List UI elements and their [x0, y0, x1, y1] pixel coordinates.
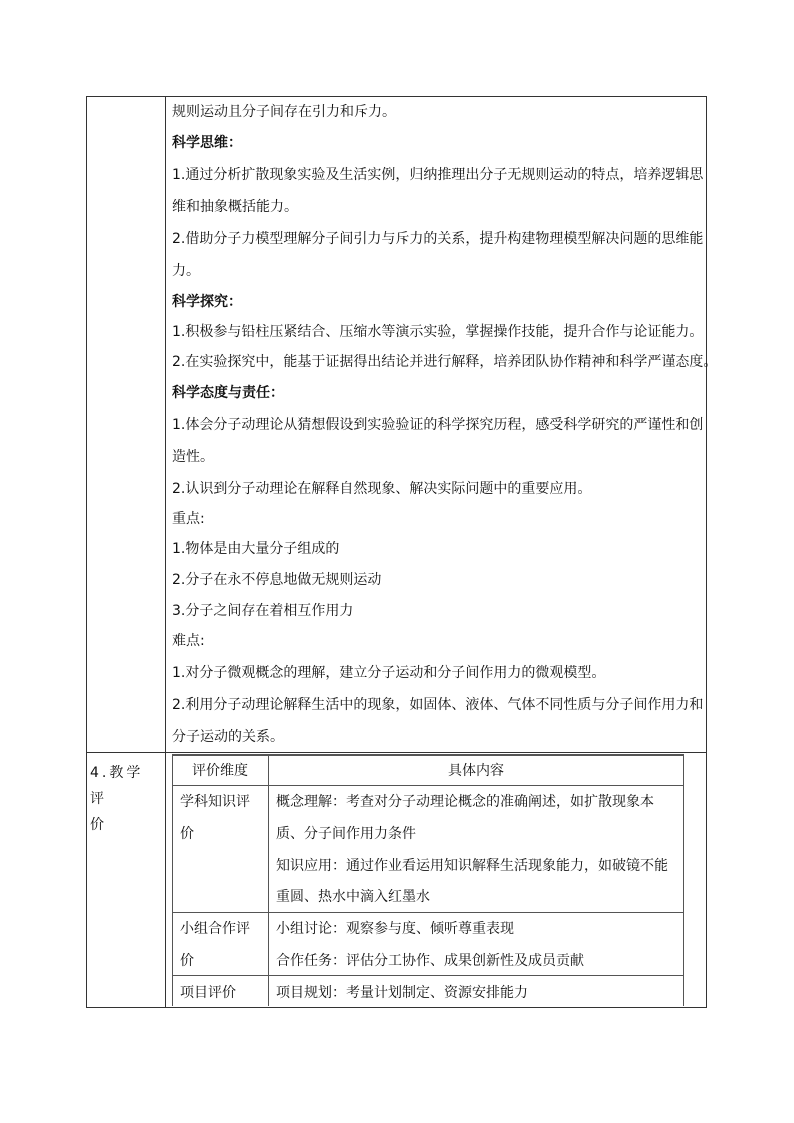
table-border [268, 754, 269, 1006]
text-line: 1.物体是由大量分子组成的 [172, 541, 340, 557]
table-border [172, 975, 684, 976]
row-dimension: 价 [180, 826, 194, 842]
key-points-heading: 重点: [172, 511, 205, 527]
column-divider [165, 96, 166, 1008]
section-heading-attitude: 科学态度与责任： [172, 385, 284, 401]
text-line: 2.分子在永不停息地做无规则运动 [172, 572, 382, 588]
teaching-evaluation-label [90, 760, 160, 838]
text-line: 分子运动的关系。 [172, 729, 284, 745]
table-border [172, 785, 684, 786]
text-line: 力。 [172, 263, 200, 279]
row-content-line: 项目规划：考量计划制定、资源安排能力 [276, 985, 528, 1001]
label-line: 4.教学评 [90, 765, 144, 807]
row-dimension: 价 [180, 953, 194, 969]
row-content-line: 质、分子间作用力条件 [276, 826, 416, 842]
section-heading-science-inquiry: 科学探究： [172, 294, 242, 310]
text-line: 1.体会分子动理论从猜想假设到实验验证的科学探究历程，感受科学研究的严谨性和创 [172, 417, 704, 433]
row-dimension: 学科知识评 [180, 794, 250, 810]
text-line: 维和抽象概括能力。 [172, 199, 298, 215]
text-line: 2.在实验探究中，能基于证据得出结论并进行解释，培养团队协作精神和科学严谨态度。 [172, 354, 718, 370]
text-line: 3.分子之间存在着相互作用力 [172, 603, 354, 619]
text-line: 造性。 [172, 449, 214, 465]
section-heading-science-thinking: 科学思维： [172, 135, 242, 151]
table-border [683, 754, 684, 1006]
text-line: 2.利用分子动理论解释生活中的现象，如固体、液体、气体不同性质与分子间作用力和 [172, 697, 704, 713]
row-content-line: 小组讨论：观察参与度、倾听尊重表现 [276, 921, 514, 937]
row-content-line: 重圆、热水中滴入红墨水 [276, 889, 430, 905]
text-line: 1.对分子微观概念的理解，建立分子运动和分子间作用力的微观模型。 [172, 665, 606, 681]
header-content: 具体内容 [448, 763, 504, 779]
text-line: 1.积极参与铅柱压紧结合、压缩水等演示实验，掌握操作技能，提升合作与论证能力。 [172, 324, 704, 340]
text-line: 规则运动且分子间存在引力和斥力。 [172, 104, 396, 120]
difficulties-heading: 难点: [172, 633, 205, 649]
table-border [172, 912, 684, 913]
row-dimension: 小组合作评 [180, 921, 250, 937]
row-dimension: 项目评价 [180, 985, 236, 1001]
header-dimension: 评价维度 [192, 763, 248, 779]
table-border [172, 754, 173, 1006]
evaluation-table [172, 754, 684, 1006]
row-content-line: 知识应用：通过作业看运用知识解释生活现象能力，如破镜不能 [276, 858, 668, 874]
row-divider [86, 752, 707, 753]
text-line: 2.借助分子力模型理解分子间引力与斥力的关系，提升构建物理模型解决问题的思维能 [172, 231, 704, 247]
text-line: 2.认识到分子动理论在解释自然现象、解决实际问题中的重要应用。 [172, 481, 592, 497]
table-border [172, 754, 684, 756]
row-content-line: 概念理解：考查对分子动理论概念的准确阐述，如扩散现象本 [276, 794, 654, 810]
row-content-line: 合作任务：评估分工协作、成果创新性及成员贡献 [276, 953, 584, 969]
label-line: 价 [90, 817, 104, 833]
text-line: 1.通过分析扩散现象实验及生活实例，归纳推理出分子无规则运动的特点，培养逻辑思 [172, 167, 704, 183]
